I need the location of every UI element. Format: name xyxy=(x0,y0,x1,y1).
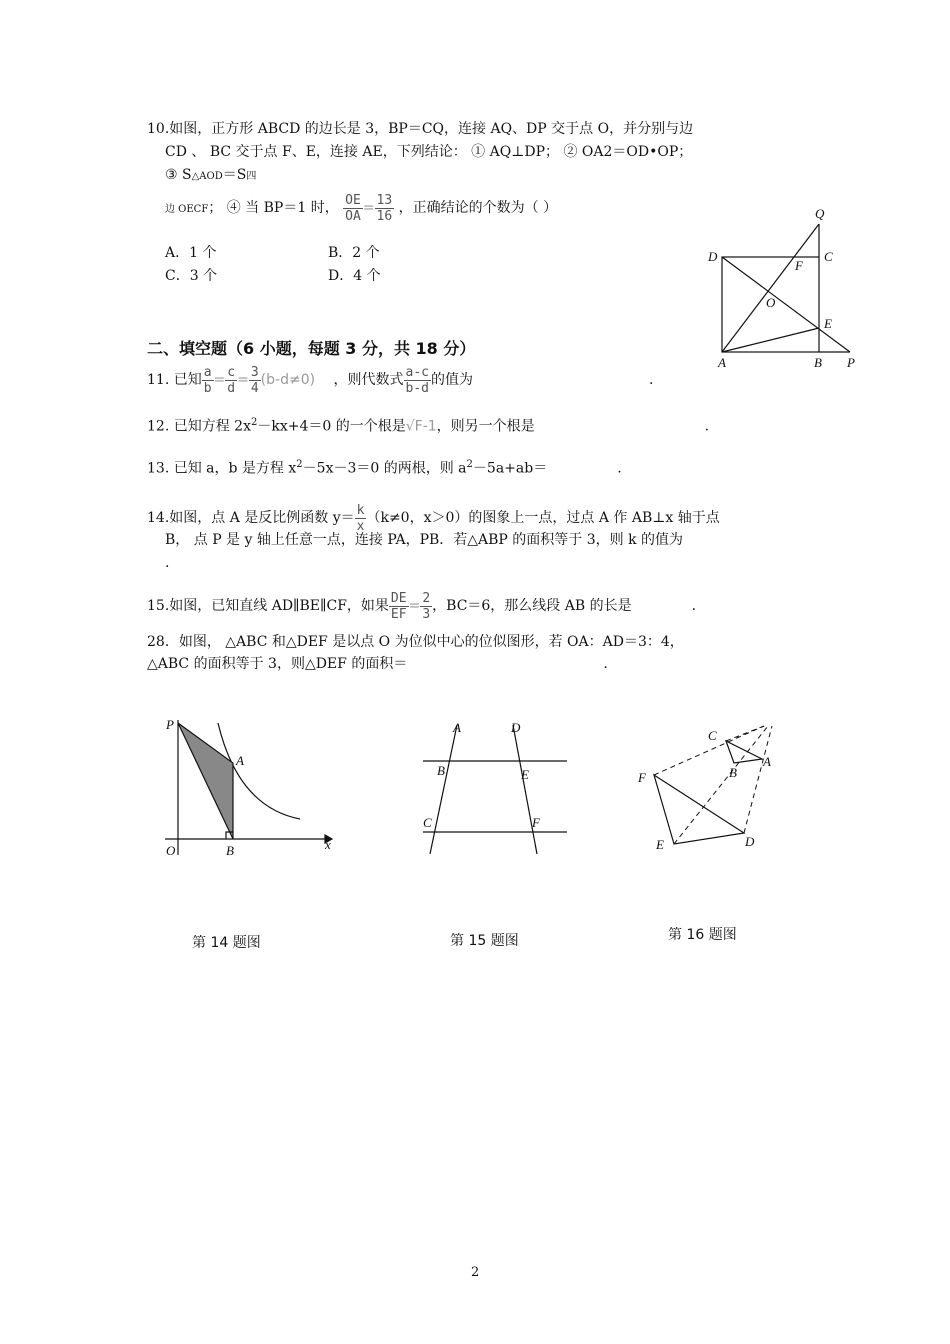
q28-line2: △ABC 的面积等于 3，则△DEF 的面积＝ . xyxy=(147,656,608,672)
svg-text:D: D xyxy=(745,834,755,849)
svg-text:C: C xyxy=(708,728,717,743)
figure-14 xyxy=(160,715,345,865)
q10-line2: CD 、 BC 交于点 F、E，连接 AE，下列结论： ① AQ⊥DP； ② OA2＝OD•OP； xyxy=(165,144,693,160)
svg-text:B: B xyxy=(437,763,445,778)
svg-text:A: A xyxy=(453,720,461,735)
svg-text:A: A xyxy=(236,753,244,768)
figure-16 xyxy=(632,720,792,860)
q14-line1: 14.如图，点 A 是反比例函数 y＝ $\frac{k}{x}$ （k≠0，x＞0）的图象上一点，过点 A 作 AB⊥x 轴于点 xyxy=(147,502,720,534)
svg-text:x: x xyxy=(325,837,331,852)
svg-text:P: P xyxy=(847,355,855,370)
q15: 15.如图，已知直线 AD∥BE∥CF，如果 $\frac{DE}{EF}$ = $\frac{2}{3}$ ，BC＝6，那么线段 AB 的长是 . xyxy=(147,590,697,622)
svg-text:F: F xyxy=(532,815,540,830)
svg-text:B: B xyxy=(226,843,234,858)
svg-text:E: E xyxy=(521,767,529,782)
svg-text:F: F xyxy=(638,770,646,785)
section-title-fill-in: 二、填空题（6 小题，每题 3 分，共 18 分） xyxy=(147,339,476,358)
q10-option-a: A．1 个 xyxy=(165,245,217,261)
q10-option-c: C．3 个 xyxy=(165,268,218,284)
q13: 13. 已知 a，b 是方程 $x^2-5x-3=0$ 的两根，则 $a^2-5a+ab=$ . xyxy=(147,459,622,477)
q10-line3: ③ S△AOD＝S四 xyxy=(165,167,257,183)
caption-figure-14: 第 14 题图 xyxy=(192,935,261,951)
svg-text:B: B xyxy=(814,355,822,370)
q12: 12. 已知方程 $2x^2-kx+4=0$ 的一个根是√F-1，则另一个根是 . xyxy=(147,417,710,435)
svg-text:A: A xyxy=(718,355,726,370)
page-number: 2 xyxy=(471,1265,480,1280)
q10-option-d: D．4 个 xyxy=(328,268,381,284)
svg-text:C: C xyxy=(423,815,432,830)
svg-text:C: C xyxy=(824,249,833,264)
caption-figure-15: 第 15 题图 xyxy=(450,933,519,949)
q14-line2: B， 点 P 是 y 轴上任意一点，连接 PA，PB．若△ABP 的面积等于 3，则 k 的值为 xyxy=(165,532,684,548)
svg-text:Q: Q xyxy=(815,206,825,221)
svg-text:O: O xyxy=(766,295,776,310)
q11: 11. 已知 $\frac{a}{b}$ = $\frac{c}{d}$ = $\frac{3}{4}$ (b-d≠0) ，则代数式 $\frac{a-c}{b-d}$ 的值为 . xyxy=(147,364,654,396)
svg-text:B: B xyxy=(729,765,737,780)
svg-text:O: O xyxy=(166,843,176,858)
svg-text:D: D xyxy=(511,720,521,735)
svg-text:P: P xyxy=(166,717,174,732)
svg-text:D: D xyxy=(708,249,718,264)
q28-line1: 28．如图， △ABC 和△DEF 是以点 O 为位似中心的位似图形，若 OA：AD＝3：4， xyxy=(147,634,684,650)
q10-option-b: B．2 个 xyxy=(328,245,380,261)
caption-figure-16: 第 16 题图 xyxy=(668,927,737,943)
figure-15 xyxy=(415,720,585,860)
q10-line4: 边 OECF； ④ 当 BP＝1 时， $\frac{OE}{OA}$ = $\frac{13}{16}$ ，正确结论的个数为（ ） xyxy=(165,192,558,224)
svg-text:A: A xyxy=(763,754,771,769)
q14-line3: . xyxy=(165,555,170,571)
q10-square-figure xyxy=(700,200,870,375)
svg-text:E: E xyxy=(656,837,664,852)
svg-text:E: E xyxy=(824,316,832,331)
q10-line1: 10.如图，正方形 ABCD 的边长是 3，BP＝CQ，连接 AQ、DP 交于点 O，并分别与边 xyxy=(147,121,694,137)
svg-text:F: F xyxy=(795,258,803,273)
q10-fraction-oe-oa: $\frac{OE}{OA}$ xyxy=(345,192,361,224)
